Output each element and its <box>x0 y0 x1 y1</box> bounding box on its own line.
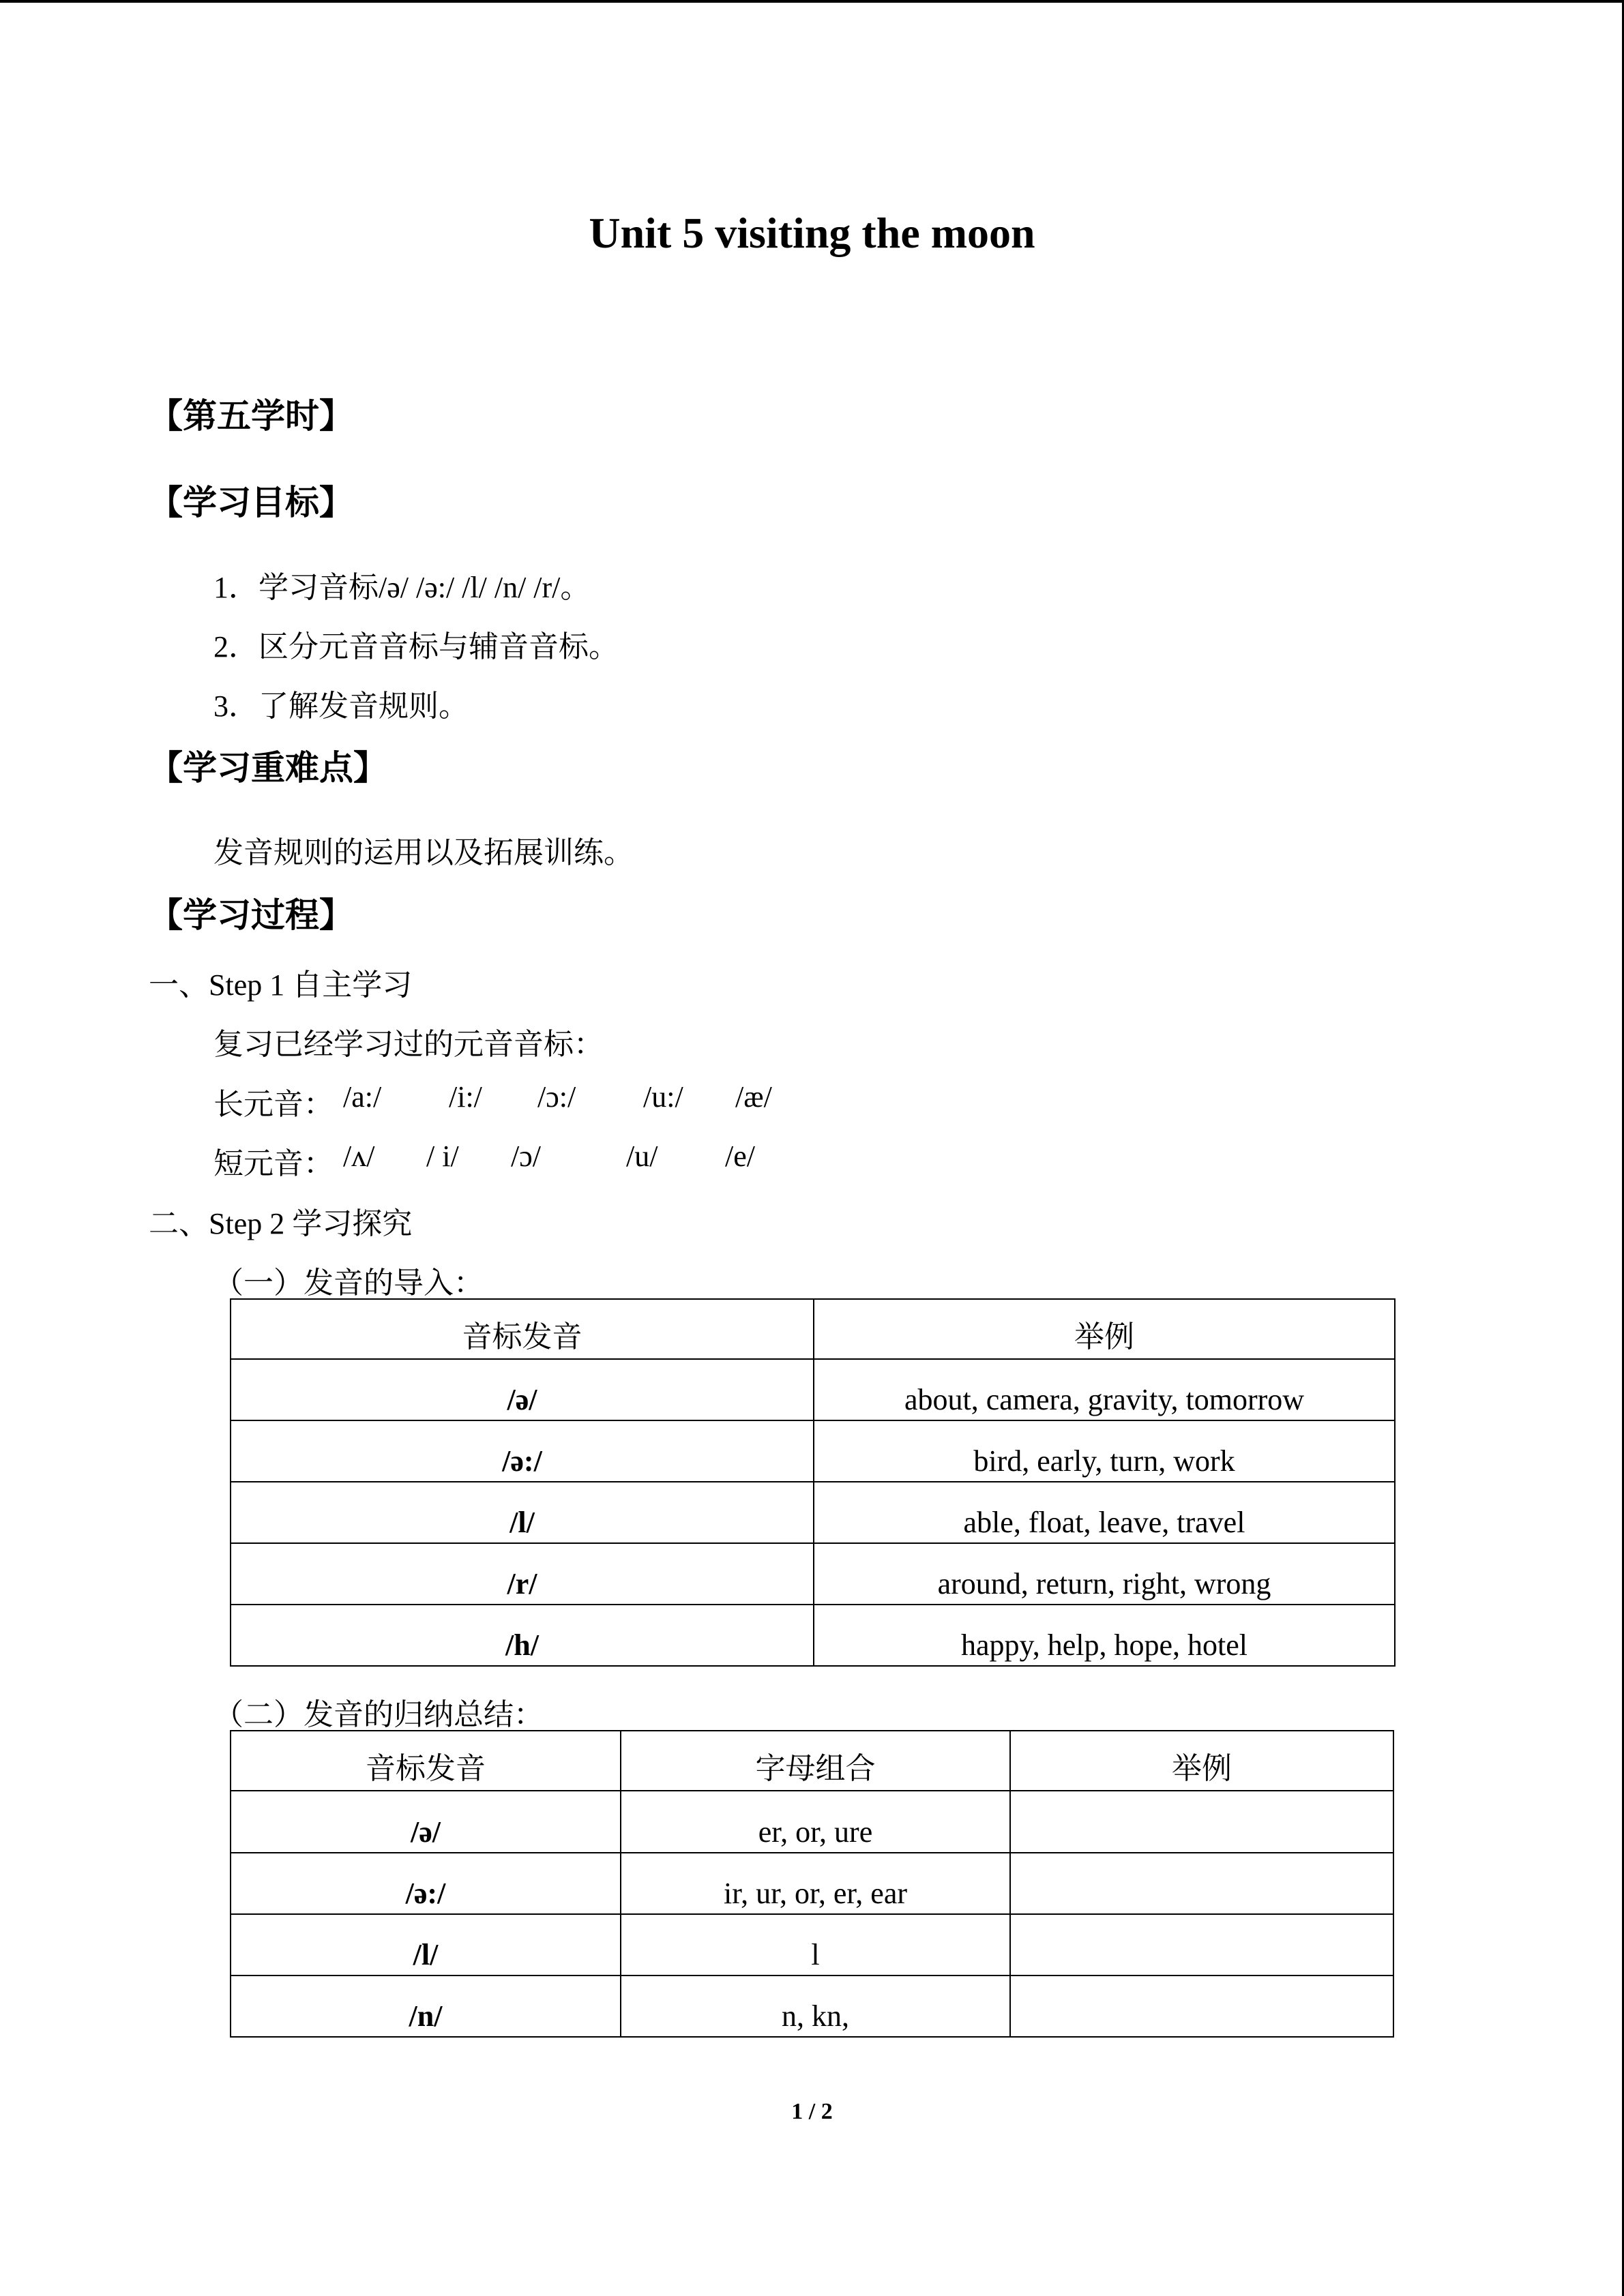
table-row <box>231 1914 1393 1976</box>
example-cell: able, float, leave, travel <box>814 1482 1395 1543</box>
table-row <box>231 1359 1395 1420</box>
step2-sub1: （一）发音的导入： <box>213 1266 484 1300</box>
letter-combination-cell: ir, ur, or, er, ear <box>621 1853 1010 1914</box>
table-row <box>231 1482 1395 1543</box>
phonetic-symbol-cell: /r/ <box>231 1543 814 1605</box>
long-vowel-2: /i:/ <box>449 1080 482 1114</box>
long-vowels-label: 长元音： <box>213 1088 334 1121</box>
table-row <box>231 1420 1395 1482</box>
table-row <box>231 1853 1393 1914</box>
long-vowels-row <box>213 1079 827 1120</box>
example-cell <box>1010 1914 1393 1976</box>
phonetic-symbol-cell: /ə:/ <box>231 1420 814 1482</box>
phonetic-symbol-cell: /l/ <box>231 1482 814 1543</box>
table-row <box>231 1791 1393 1853</box>
page-number: 1 / 2 <box>791 2099 833 2124</box>
example-cell <box>1010 1791 1393 1853</box>
pronunciation-intro-table <box>230 1298 1396 1667</box>
section-period-heading: 【第五学时】 <box>149 396 353 436</box>
section-process-heading: 【学习过程】 <box>149 895 353 935</box>
page-title: Unit 5 visiting the moon <box>589 209 1035 257</box>
long-vowel-1: /a:/ <box>343 1080 382 1114</box>
step1-review-text: 复习已经学习过的元音音标： <box>213 1028 604 1061</box>
phonetic-symbol-cell: /l/ <box>231 1914 621 1976</box>
key-points-text: 发音规则的运用以及拓展训练。 <box>213 836 634 869</box>
goal-item-2: 2．区分元音音标与辅音音标。 <box>213 630 619 664</box>
phonetic-symbol-cell: /ə/ <box>231 1359 814 1420</box>
table-header-row <box>231 1731 1393 1791</box>
short-vowel-5: /e/ <box>725 1139 755 1173</box>
short-vowel-3: /ɔ/ <box>511 1139 541 1173</box>
table-header-cell: 字母组合 <box>621 1731 1010 1791</box>
table-header-cell: 举例 <box>1010 1731 1393 1791</box>
long-vowel-3: /ɔ:/ <box>537 1080 576 1114</box>
goal-item-1: 1．学习音标/ə/ /ə:/ /l/ /n/ /r/。 <box>213 571 591 604</box>
pronunciation-summary-table <box>230 1730 1394 2038</box>
table-header-cell: 音标发音 <box>231 1731 621 1791</box>
section-key-heading: 【学习重难点】 <box>149 748 387 788</box>
letter-combination-cell: l <box>621 1914 1010 1976</box>
long-vowel-4: /u:/ <box>643 1080 683 1114</box>
phonetic-symbol-cell: /ə:/ <box>231 1853 621 1914</box>
short-vowel-4: /u/ <box>626 1139 658 1173</box>
example-cell <box>1010 1976 1393 2037</box>
table-header-cell: 举例 <box>814 1299 1395 1359</box>
section-goals-heading: 【学习目标】 <box>149 483 353 522</box>
page-top-border <box>0 0 1624 3</box>
short-vowel-2: / i/ <box>426 1139 459 1173</box>
example-cell: about, camera, gravity, tomorrow <box>814 1359 1395 1420</box>
table-header-row <box>231 1299 1395 1359</box>
step2-sub2: （二）发音的归纳总结： <box>213 1698 544 1731</box>
long-vowel-5: /æ/ <box>735 1080 772 1114</box>
short-vowels-label: 短元音： <box>213 1147 334 1180</box>
table-row <box>231 1543 1395 1605</box>
example-cell: bird, early, turn, work <box>814 1420 1395 1482</box>
letter-combination-cell: n, kn, <box>621 1976 1010 2037</box>
phonetic-symbol-cell: /ə/ <box>231 1791 621 1853</box>
short-vowels-row <box>213 1139 827 1180</box>
example-cell: happy, help, hope, hotel <box>814 1605 1395 1666</box>
short-vowel-1: /ʌ/ <box>343 1139 375 1173</box>
example-cell: around, return, right, wrong <box>814 1543 1395 1605</box>
table-row <box>231 1605 1395 1666</box>
step2-heading: 二、Step 2 学习探究 <box>149 1207 413 1240</box>
phonetic-symbol-cell: /n/ <box>231 1976 621 2037</box>
table-header-cell: 音标发音 <box>231 1299 814 1359</box>
step1-heading: 一、Step 1 自主学习 <box>149 968 413 1002</box>
letter-combination-cell: er, or, ure <box>621 1791 1010 1853</box>
phonetic-symbol-cell: /h/ <box>231 1605 814 1666</box>
table-row <box>231 1976 1393 2037</box>
goal-item-3: 3．了解发音规则。 <box>213 689 469 723</box>
example-cell <box>1010 1853 1393 1914</box>
